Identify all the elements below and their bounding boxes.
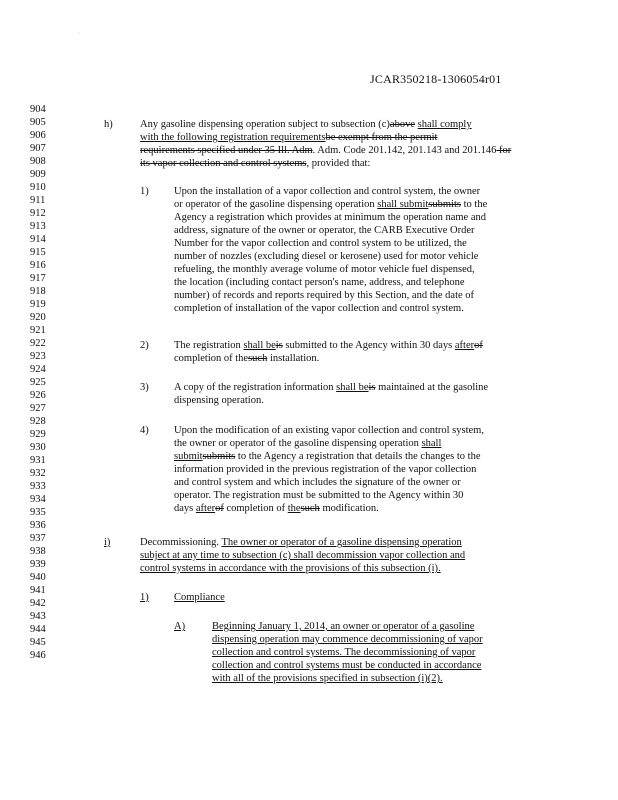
h1-line: Upon the installation of a vapor collection and control system, the owner: [174, 186, 481, 197]
line-number: 936: [30, 520, 46, 531]
line-number: 909: [30, 169, 46, 180]
line-number: 929: [30, 429, 46, 440]
line-number: 931: [30, 455, 46, 466]
i1-label: 1): [140, 592, 149, 603]
line-number: 919: [30, 299, 46, 310]
h3-line-1: A copy of the registration information shall beis maintained at the gasoline: [174, 382, 489, 393]
section-i-line-2: subject at any time to subsection (c) shall decommission vapor collection and: [140, 550, 466, 561]
line-number: 912: [30, 208, 46, 219]
iA-line: collection and control systems. The decommissioning of vapor: [212, 647, 476, 658]
line-number: 940: [30, 572, 46, 583]
line-number: 915: [30, 247, 46, 258]
h1-label: 1): [140, 186, 149, 197]
line-number: 908: [30, 156, 46, 167]
iA-line: collection and control systems must be conducted in accordance: [212, 660, 482, 671]
h1-line: number) of records and reports required by this Section, and the date of: [174, 290, 475, 301]
document-id: JCAR350218-1306054r01: [370, 72, 502, 86]
h4-line: operator. The registration must be submitted to the Agency within 30: [174, 490, 464, 501]
h1-line: refueling, the monthly average volume of motor vehicle fuel dispensed,: [174, 264, 475, 275]
line-number: 937: [30, 533, 46, 544]
line-number: 933: [30, 481, 46, 492]
line-number: 921: [30, 325, 46, 336]
line-number: 942: [30, 598, 46, 609]
iA-line: Beginning January 1, 2014, an owner or operator of a gasoline: [212, 621, 475, 632]
line-number: 930: [30, 442, 46, 453]
line-number: 910: [30, 182, 46, 193]
line-number: 922: [30, 338, 46, 349]
line-number: 904: [30, 104, 46, 115]
line-number: 923: [30, 351, 46, 362]
h3-line-2: dispensing operation.: [174, 395, 264, 406]
section-h-line-2: with the following registration requirementsbe exempt from the permit: [140, 132, 438, 143]
line-number: 906: [30, 130, 46, 141]
line-number: 944: [30, 624, 46, 635]
line-number: 905: [30, 117, 46, 128]
line-number: 935: [30, 507, 46, 518]
line-number: 913: [30, 221, 46, 232]
iA-line: dispensing operation may commence decommissioning of vapor: [212, 634, 483, 645]
h4-line: information provided in the previous registration of the vapor collection: [174, 464, 477, 475]
line-number: 946: [30, 650, 46, 661]
h1-line: completion of installation of the vapor collection and control system.: [174, 303, 464, 314]
i1-title: Compliance: [174, 592, 225, 603]
h1-line: the location (including contact person's name, address, and telephone: [174, 277, 465, 288]
line-number: 945: [30, 637, 46, 648]
h1-line: address, signature of the owner or operator, the CARB Executive Order: [174, 225, 475, 236]
line-number: 914: [30, 234, 46, 245]
iA-line: with all of the provisions specified in subsection (i)(2).: [212, 673, 443, 684]
line-number: 934: [30, 494, 46, 505]
line-number: 941: [30, 585, 46, 596]
line-number: 939: [30, 559, 46, 570]
h4-line: and control system and which includes the signature of the owner or: [174, 477, 461, 488]
line-number: 920: [30, 312, 46, 323]
h4-line: the owner or operator of the gasoline dispensing operation shall: [174, 438, 442, 449]
line-number: 932: [30, 468, 46, 479]
section-h-line-3: requirements specified under 35 Ill. Adm. Adm. Code 201.142, 201.143 and 201.146 for: [140, 145, 512, 156]
section-i-label: i): [104, 537, 111, 548]
section-i-line-3: control systems in accordance with the provisions of this subsection (i).: [140, 563, 441, 574]
line-number: 917: [30, 273, 46, 284]
h1-line: or operator of the gasoline dispensing operation shall submitsubmits to the: [174, 199, 488, 210]
h2-line-2: completion of thesuch installation.: [174, 353, 320, 364]
h2-line-1: The registration shall beis submitted to the Agency within 30 days afterof: [174, 340, 483, 351]
iA-label: A): [174, 621, 186, 632]
h1-line: Number for the vapor collection and control system to be utilized, the: [174, 238, 467, 249]
line-number: 927: [30, 403, 46, 414]
line-number: 918: [30, 286, 46, 297]
h4-line: submitsubmits to the Agency a registration that details the changes to the: [174, 451, 481, 462]
line-number: 925: [30, 377, 46, 388]
h4-line: Upon the modification of an existing vapor collection and control system,: [174, 425, 484, 436]
line-number: 943: [30, 611, 46, 622]
line-number: 926: [30, 390, 46, 401]
line-number: 938: [30, 546, 46, 557]
line-number: 916: [30, 260, 46, 271]
line-number: 928: [30, 416, 46, 427]
h2-label: 2): [140, 340, 149, 351]
scan-speck: ·: [78, 31, 80, 37]
section-h-label: h): [104, 119, 113, 130]
h1-line: Agency a registration which provides at minimum the operation name and: [174, 212, 486, 223]
h3-label: 3): [140, 382, 149, 393]
h4-label: 4): [140, 425, 149, 436]
section-i-line-1: Decommissioning. The owner or operator of a gasoline dispensing operation: [140, 537, 462, 548]
line-number: 924: [30, 364, 46, 375]
section-h-line-1: Any gasoline dispensing operation subject to subsection (c)above shall comply: [140, 119, 472, 130]
h1-line: number of nozzles (excluding diesel or kerosene) used for motor vehicle: [174, 251, 479, 262]
section-h-line-4: its vapor collection and control systems, provided that:: [140, 158, 371, 169]
line-number: 911: [30, 195, 46, 206]
h4-line: days afterof completion of thesuch modification.: [174, 503, 379, 514]
line-number: 907: [30, 143, 46, 154]
